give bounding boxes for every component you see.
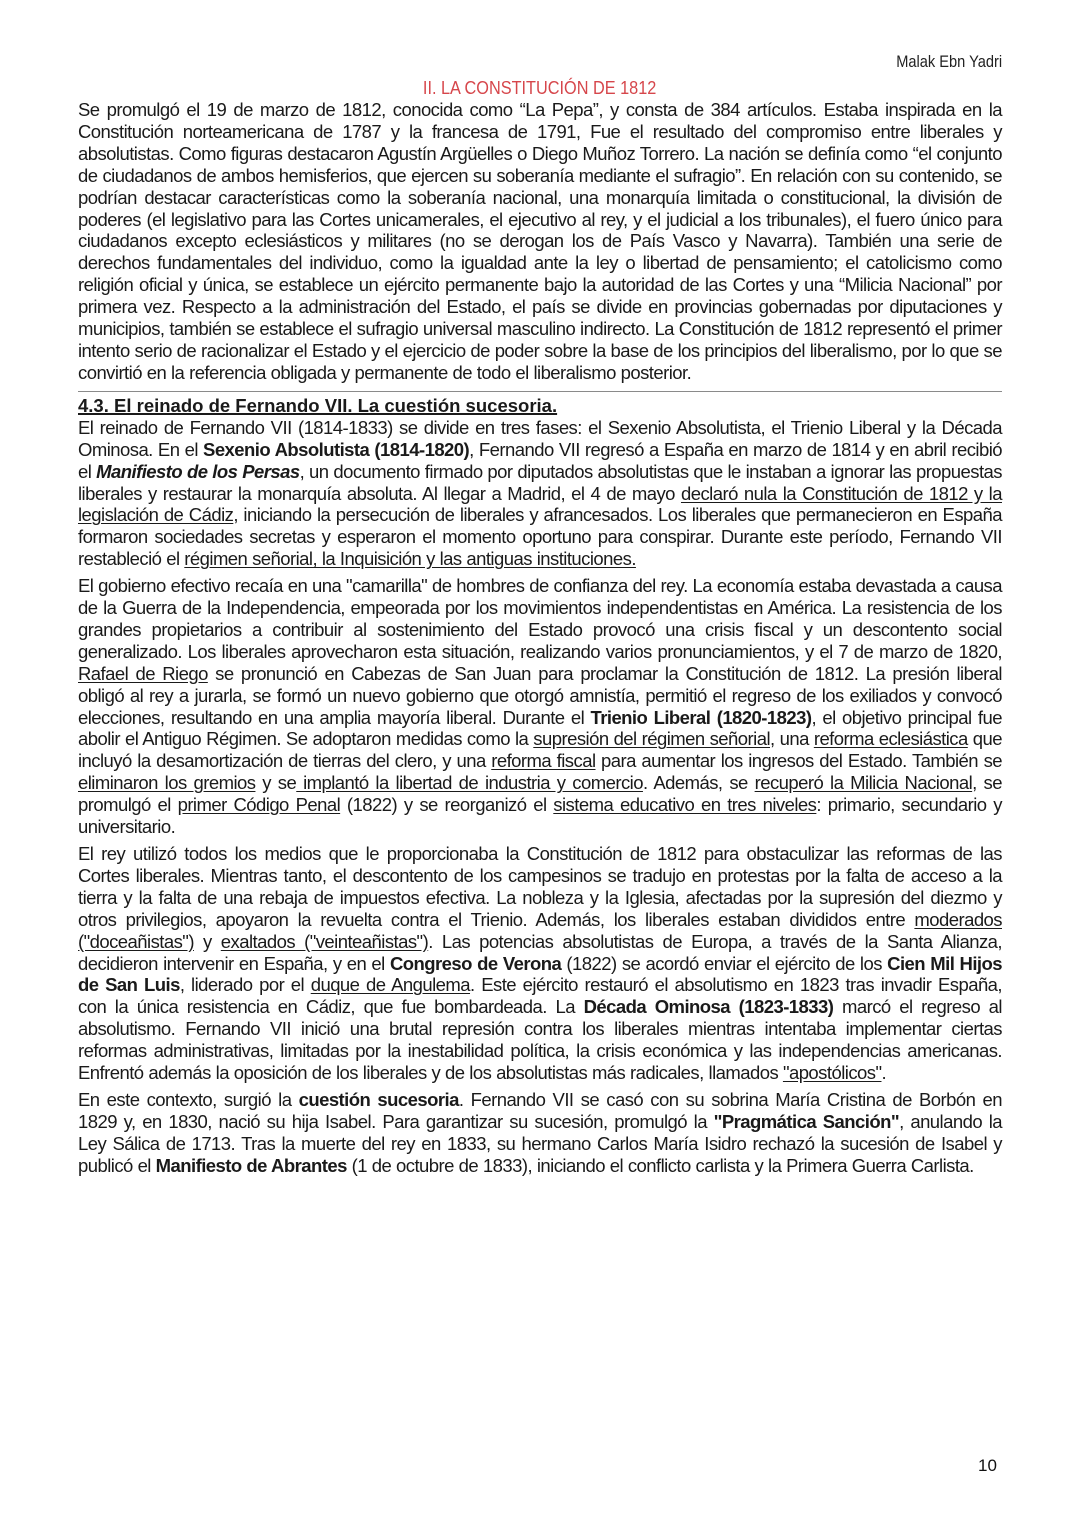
text-run: que incluyó la desamortización de tierras del clero, y una xyxy=(78,728,1002,772)
text-run: . Este ejército restauró el absolutismo en 1823 tras invadir España, con la única resistencia en Cádiz, que fue bombardeada. La xyxy=(78,974,1003,1018)
underlined-term: recuperó la Milicia Nacional xyxy=(754,772,973,794)
bold-term: cuestión sucesoria xyxy=(298,1088,459,1110)
text-run: . Fernando VII se casó con su sobrina María Cristina de Borbón en 1829 y, en 1830, nació su hija Isabel. Para garantizar su sucesión, promulgó la xyxy=(78,1088,1002,1132)
text-run: , Fernando VII regresó a España en marzo de 1814 y en abril recibió el xyxy=(78,438,1003,482)
underlined-term: reforma fiscal xyxy=(491,750,596,772)
section-title xyxy=(78,76,1002,100)
bold-italic-term: Manifiesto de los Persas xyxy=(96,460,300,482)
text-run: En este contexto, surgió la xyxy=(78,1088,299,1110)
underlined-term: Rafael de Riego xyxy=(78,662,208,684)
text-run: para aumentar los ingresos del Estado. También se xyxy=(595,750,1003,772)
page-number: 10 xyxy=(978,1456,997,1475)
text-run: . Además, se xyxy=(642,772,755,794)
text-run: El gobierno efectivo recaía en una "camarilla" de hombres de confianza del rey. La economía estaba devastada a causa de la Guerra de la Independencia, empeorada por los movimientos independentistas en América. La resistencia de los grandes propietarios a contribuir al sostenimiento del Estado provocó una crisis fiscal y un descontento social generalizado. Los liberales aprovecharon esta situación, realizando varios pronunciamientos, y el 7 de marzo de 1820, xyxy=(78,575,1002,662)
bold-term: Congreso de Verona xyxy=(389,952,562,974)
text-run: : primario, secundario y universitario. xyxy=(78,794,1002,838)
underlined-term: supresión del régimen señorial xyxy=(533,728,770,750)
paragraph-cuestion-sucesoria xyxy=(78,1089,1002,1177)
author-name: Malak Ebn Yadri xyxy=(896,52,1002,71)
text-run: , liderado por el xyxy=(179,974,311,996)
subsection-heading: 4.3. El reinado de Fernando VII. La cuestión sucesoria. xyxy=(78,394,558,416)
text-run: , se promulgó el xyxy=(78,772,1002,816)
underlined-term: "apostólicos" xyxy=(782,1062,882,1084)
underlined-term: moderados ("doceañistas") xyxy=(78,908,1002,952)
text-run: y se xyxy=(255,772,297,794)
text-run: , un documento firmado por diputados absolutistas que le instaban a ignorar las propuestas liberales y restaurar la monarquía absoluta. Al llegar a Madrid, el 4 de mayo xyxy=(78,460,1002,504)
constitution-paragraph: Se promulgó el 19 de marzo de 1812, conocida como “La Pepa”, y consta de 384 artículos. Estaba inspirada en la Constitución norteamericana de 1787 y la francesa de 1791, Fue el resultado del compromiso entre liberales y absolutistas. Como figuras destacaron Agustín Argüelles o Diego Muñoz Torrero. La nación se definía como “el conjunto de ciudadanos de ambos hemisferios, que ejercen su soberanía mediante el sufragio”. En relación con su contenido, se podrían destacar características como la soberanía nacional, una monarquía limitada o constitucional, la división de poderes (el legislativo para las Cortes unicamerales, el ejecutivo al rey, y el judicial a los tribunales), el fuero único para ciudadanos excepto eclesiásticos y militares (no se derogan los de País Vasco y Navarra). También una serie de derechos fundamentales del individuo, como la igualdad ante la ley o libertad de pensamiento; el catolicismo como religión oficial y única, se establece un ejército permanente bajo la autoridad de las Cortes y una “Milicia Nacional” por primera vez. Respecto a la administración del Estado, el país se divide en provincias gobernadas por diputaciones y municipios, también se establece el sufragio universal masculino indirecto. La Constitución de 1812 representó el primer intento serio de racionalizar el Estado y el ejercicio de poder sobre la base de los principios del liberalismo, por lo que se convirtió en la referencia obligada y permanente de todo el liberalismo posterior. xyxy=(78,99,1002,383)
underlined-term: duque de Angulema xyxy=(310,974,471,996)
text-run: , iniciando la persecución de liberales y afrancesados. Los liberales que permanecieron en España formaron sociedades secretas y esperaron el momento oportuno para conspirar. Durante este período, Fernando VII restableció el xyxy=(78,504,1002,570)
paragraph-decada-ominosa xyxy=(78,843,1002,1084)
text-run: marcó el regreso al absolutismo. Fernando VII inició una brutal represión contra los liberales mientras intentaba implementar ciertas reformas administrativas, limitadas por la inestabilidad política, la crisis económica y las independencias americanas. Enfrentó además la oposición de los liberales y de los absolutistas más radicales, llamados xyxy=(78,996,1002,1084)
section-divider xyxy=(78,391,1002,392)
section-title-text: II. LA CONSTITUCIÓN DE 1812 xyxy=(423,77,657,98)
underlined-term: eliminaron los gremios xyxy=(78,772,256,794)
bold-term: Sexenio Absolutista (1814-1820) xyxy=(203,438,470,460)
text-run: (1822) y se reorganizó el xyxy=(340,794,554,816)
bold-term: Cien Mil Hijos de San Luis xyxy=(78,952,1002,996)
underlined-term: exaltados ("veinteañistas") xyxy=(220,930,429,952)
underlined-term: régimen señorial, la Inquisición y las antiguas instituciones. xyxy=(184,548,636,570)
page-content xyxy=(78,76,1002,1177)
text-run: y xyxy=(193,930,221,952)
underlined-term: declaró nula la Constitución de 1812 y la legislación de Cádiz xyxy=(78,482,1002,526)
underlined-term: primer Código Penal xyxy=(177,794,341,816)
underlined-term: reforma eclesiástica xyxy=(813,728,968,750)
text-run: . xyxy=(881,1062,887,1084)
text-run: (1 de octubre de 1833), iniciando el conflicto carlista y la Primera Guerra Carlista. xyxy=(346,1154,974,1176)
text-run: , una xyxy=(770,728,814,750)
bold-term: Manifiesto de Abrantes xyxy=(155,1154,347,1176)
text-run: El rey utilizó todos los medios que le proporcionaba la Constitución de 1812 para obstaculizar las reformas de las Cortes liberales. Mientras tanto, el descontento de los campesinos se tradujo en protestas por la falta de acceso a la tierra y la falta de una rebaja de impuestos efectiva. La nobleza y la Iglesia, afectadas por la supresión del diezmo y otros privilegios, apoyaron la revuelta contra el Trienio. Además, los liberales estaban divididos entre xyxy=(78,843,1002,930)
bold-term: "Pragmática Sanción" xyxy=(713,1110,900,1132)
paragraph-sexenio xyxy=(78,417,1002,570)
bold-term: Década Ominosa (1823-1833) xyxy=(583,996,834,1018)
text-run: , el objetivo principal fue abolir el Antiguo Régimen. Se adoptaron medidas como la xyxy=(78,706,1002,750)
text-run: (1822) se acordó enviar el ejército de los xyxy=(561,952,888,974)
underlined-term: sistema educativo en tres niveles xyxy=(553,794,817,816)
text-run: El reinado de Fernando VII (1814-1833) se divide en tres fases: el Sexenio Absolutista, el Trienio Liberal y la Década Ominosa. En el xyxy=(78,416,1002,460)
paragraph-trienio xyxy=(78,575,1002,838)
underlined-term: implantó la libertad de industria y comercio xyxy=(296,772,643,794)
text-run: . Las potencias absolutistas de Europa, a través de la Santa Alianza, decidieron intervenir en España, y en el xyxy=(78,930,1002,974)
text-run: , anulando la Ley Sálica de 1713. Tras la muerte del rey en 1833, su hermano Carlos María Isidro rechazó la sucesión de Isabel y publicó el xyxy=(78,1110,1003,1176)
bold-term: Trienio Liberal (1820-1823) xyxy=(590,706,812,728)
text-run: se pronunció en Cabezas de San Juan para proclamar la Constitución de 1812. La presión liberal obligó al rey a jurarla, se formó un nuevo gobierno que otorgó amnistía, permitió el regreso de los exiliados y convocó elecciones, resultando en una amplia mayoría liberal. Durante el xyxy=(78,662,1002,728)
